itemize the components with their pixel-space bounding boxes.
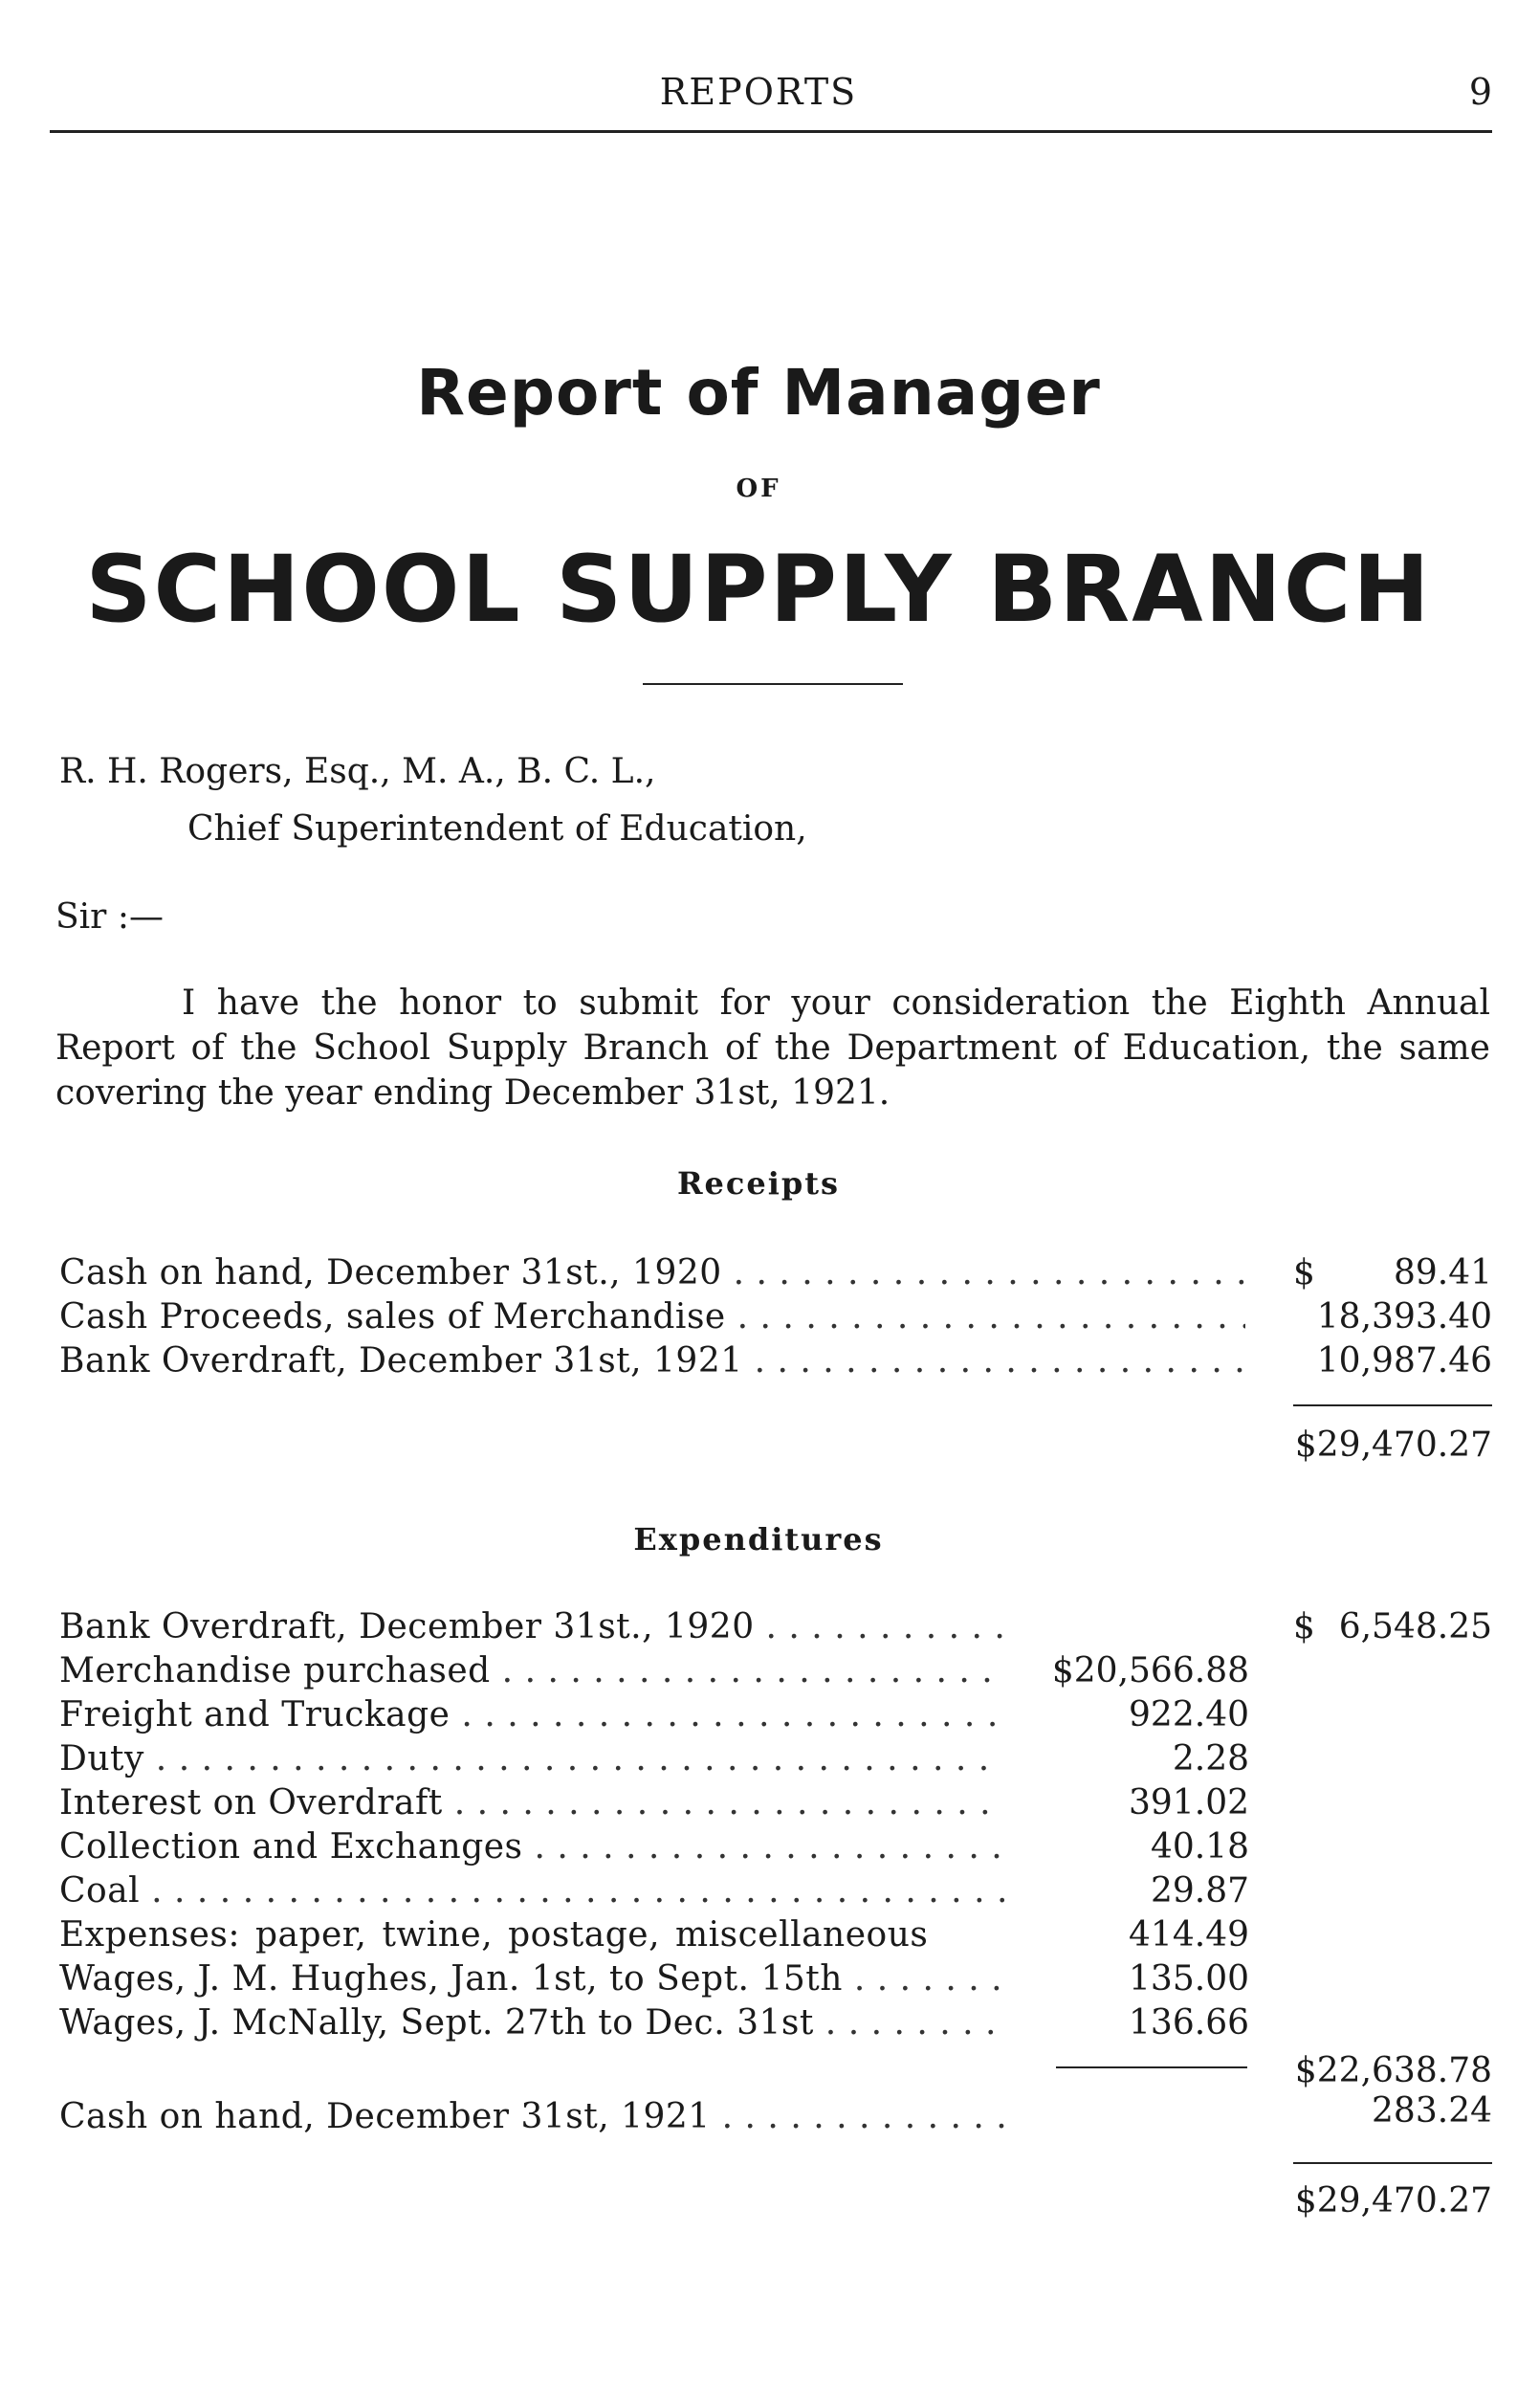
expenditure-row: [59, 1959, 1004, 2003]
branch-title: SCHOOL SUPPLY BRANCH: [85, 536, 1432, 643]
receipt-row: [59, 1297, 1245, 1341]
intro-paragraph: [55, 981, 1490, 1116]
addressee-position: Chief Superintendent of Education,: [187, 809, 807, 849]
receipt-amount: 10,987.46: [1316, 1341, 1492, 1381]
expenditures-total-rule: [1293, 2162, 1492, 2164]
receipt-currency: $: [1293, 1253, 1315, 1292]
expenditure-amount: 40.18: [1150, 1827, 1249, 1867]
receipt-amount: 89.41: [1393, 1253, 1492, 1292]
expenditure-label: Freight and Truckage . . .: [59, 1695, 1004, 1734]
receipts-total-rule: [1293, 1404, 1492, 1406]
expenditure-row: [59, 2003, 1004, 2047]
receipt-row: [59, 1253, 1245, 1297]
expenditure-row: [59, 1871, 1004, 1915]
intro-text: I have the honor to submit for your consideration the Eighth Annual Report of the School Supply Branch of the Department of Education, the same covering the year ending December 31st, 1921.: [55, 983, 1490, 1113]
expenditure-label: Expenses: paper, twine, postage, miscellaneous: [59, 1915, 929, 1955]
expenditure-amount: 414.49: [1129, 1915, 1249, 1955]
expenditures-total: $29,470.27: [1294, 2181, 1492, 2220]
receipt-row: [59, 1341, 1245, 1385]
expenditures-subtotal-rule: [1056, 2066, 1247, 2068]
expenditure-amount: 135.00: [1129, 1959, 1249, 1999]
receipt-label: Bank Overdraft, December 31st, 1921 . . .: [59, 1341, 1245, 1381]
report-title: Report of Manager: [416, 356, 1101, 430]
expenditure-amount: 136.66: [1129, 2003, 1249, 2043]
title-rule: [643, 683, 903, 685]
cash-on-hand-amount: 283.24: [1372, 2091, 1492, 2131]
expenditure-label: Bank Overdraft, December 31st., 1920 . . .: [59, 1607, 1004, 1646]
overdraft-currency: $: [1293, 1607, 1315, 1646]
expenditure-amount: 29.87: [1150, 1871, 1249, 1911]
expenditure-label: Wages, J. M. Hughes, Jan. 1st, to Sept. 15th . . .: [59, 1959, 1004, 1999]
expenditure-label: Interest on Overdraft . . .: [59, 1783, 1004, 1823]
addressee: R. H. Rogers, Esq., M. A., B. C. L.,: [59, 752, 656, 791]
receipts-total: $29,470.27: [1294, 1425, 1492, 1465]
expenditures-heading: Expenditures: [633, 1521, 884, 1557]
expenditure-amount: 922.40: [1129, 1695, 1249, 1734]
cash-on-hand-label: Cash on hand, December 31st, 1921 . . .: [59, 2097, 1004, 2136]
expenditure-amount: $20,566.88: [1051, 1651, 1249, 1690]
expenditure-amount: 391.02: [1129, 1783, 1249, 1823]
running-head: REPORTS: [659, 71, 858, 113]
overdraft-amount: 6,548.25: [1338, 1607, 1492, 1646]
page-number: 9: [1468, 71, 1492, 113]
receipt-label: Cash Proceeds, sales of Merchandise . . .: [59, 1297, 1245, 1337]
expenditure-label: Wages, J. McNally, Sept. 27th to Dec. 31st . . .: [59, 2003, 1004, 2043]
header-rule: [50, 130, 1492, 133]
cash-on-hand-row: [59, 2097, 1004, 2141]
expenditure-row: [59, 1607, 1004, 1651]
expenditure-row: [59, 1739, 1004, 1783]
title-of: OF: [736, 475, 781, 503]
expenditure-row: [59, 1651, 1004, 1695]
expenditure-label: Duty . . .: [59, 1739, 1004, 1778]
expenditure-row: [59, 1915, 1004, 1959]
greeting: Sir :—: [55, 897, 164, 937]
receipt-amount: 18,393.40: [1316, 1297, 1492, 1337]
expenditure-row: [59, 1827, 1004, 1871]
expenditure-label: Coal . . .: [59, 1871, 1004, 1911]
receipts-heading: Receipts: [676, 1165, 841, 1202]
expenditure-row: [59, 1783, 1004, 1827]
expenditure-row: [59, 1695, 1004, 1739]
expenditures-subtotal: $22,638.78: [1294, 2051, 1492, 2090]
expenditure-amount: 2.28: [1172, 1739, 1249, 1778]
expenditure-label: Collection and Exchanges . . .: [59, 1827, 1004, 1867]
receipt-label: Cash on hand, December 31st., 1920 . . .: [59, 1253, 1245, 1292]
expenditure-label: Merchandise purchased . . .: [59, 1651, 1004, 1690]
